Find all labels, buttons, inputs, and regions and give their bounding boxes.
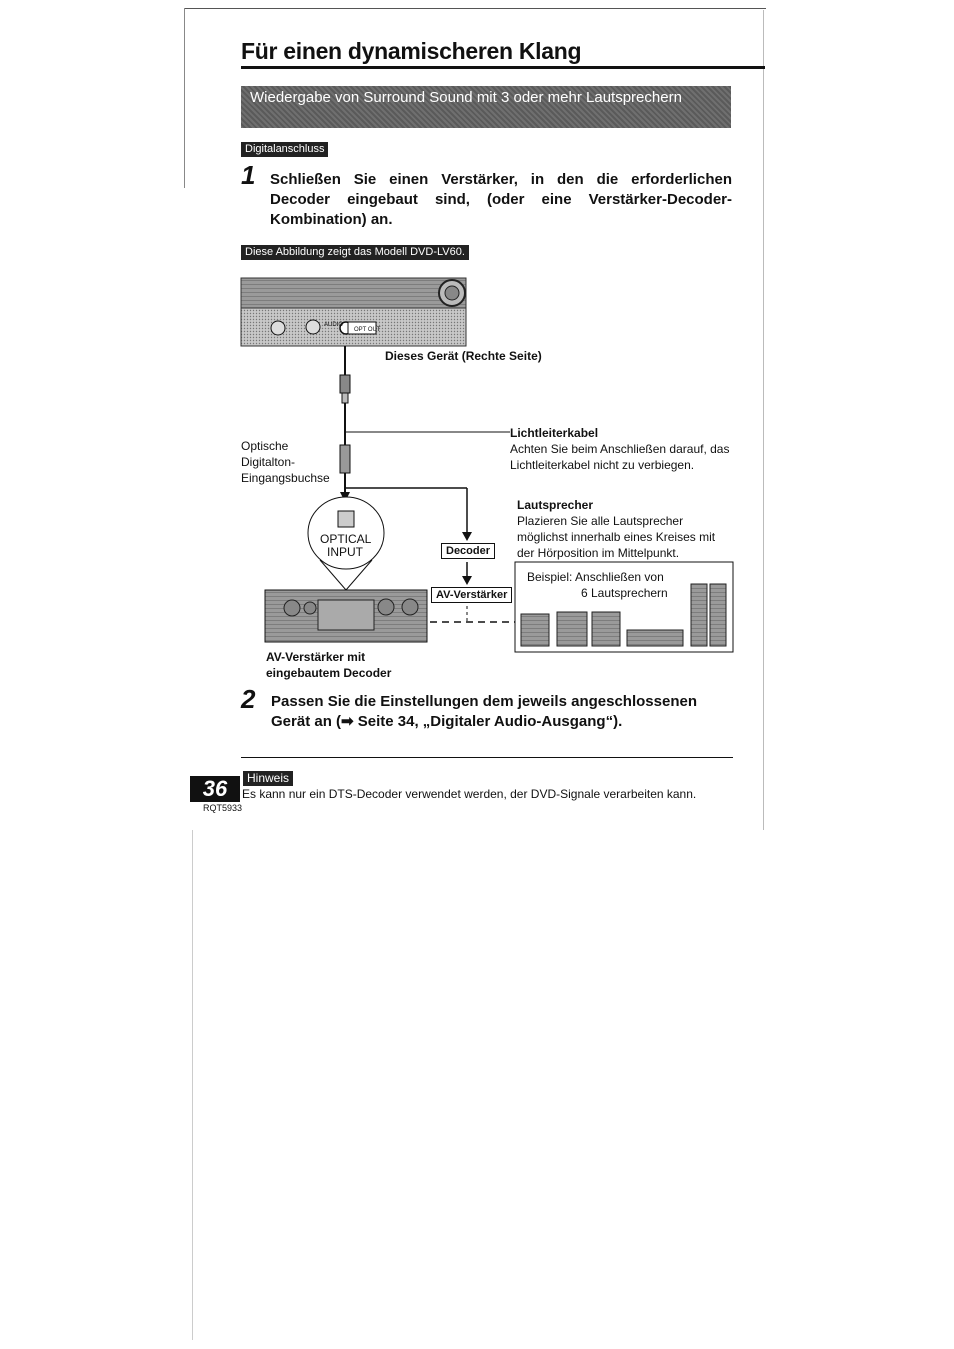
jack-label-audio: AUDIO <box>324 322 344 328</box>
page-number: 36 <box>190 776 240 802</box>
amplifier-label-line1: AV-Verstärker mit <box>266 650 366 664</box>
speaker-description: Plazieren Sie alle Lautsprecher möglichst innerhalb eines Kreises mit der Hörposition im Mittelpunkt. <box>517 514 716 560</box>
page-title: Für einen dynamischeren Klang <box>241 38 582 64</box>
note-text: Es kann nur ein DTS-Decoder verwendet werden, der DVD-Signale verarbeiten kann. <box>242 787 697 801</box>
optical-cable-illustration <box>340 346 350 502</box>
decoder-box: Decoder <box>441 543 495 559</box>
step-2-number: 2 <box>241 684 256 714</box>
margin-line <box>192 830 193 1340</box>
step-1-number: 1 <box>241 160 256 190</box>
step-1-text: Schließen Sie einen Verstärker, in den die erforderlichen Decoder eingebaut sind, (oder eine Verstärker-Decoder-Kombination) an. <box>270 171 732 228</box>
cable-description: Achten Sie beim Anschließen darauf, das Lichtleiterkabel nicht zu verbiegen. <box>510 442 730 472</box>
margin-line <box>184 8 185 188</box>
dvd-device-illustration <box>241 278 466 346</box>
av-amplifier-illustration <box>265 590 427 642</box>
margin-line <box>763 10 764 830</box>
optical-jack-label-line2: Digitalton- <box>241 455 296 469</box>
optical-jack-label-line1: Optische <box>241 439 289 453</box>
digital-connection-tag: Digitalanschluss <box>241 142 328 157</box>
note-tag: Hinweis <box>243 771 293 786</box>
device-label: Dieses Gerät (Rechte Seite) <box>385 349 542 363</box>
top-rule <box>184 8 766 9</box>
title-rule <box>241 66 765 69</box>
example-caption-line1: Beispiel: Anschließen von <box>527 570 664 584</box>
optical-jack-icon <box>338 511 354 527</box>
optical-jack-label-line3: Eingangsbuchse <box>241 471 330 485</box>
jack-label-optout: OPT OUT <box>354 327 381 333</box>
optical-input-label-line1: OPTICAL <box>320 532 372 546</box>
document-code: RQT5933 <box>203 803 243 813</box>
example-caption-line2: 6 Lautsprechern <box>581 586 668 600</box>
av-amplifier-box: AV-Verstärker <box>431 587 512 603</box>
section-banner: Wiedergabe von Surround Sound mit 3 oder mehr Lautsprechern <box>241 86 731 128</box>
cable-title: Lichtleiterkabel <box>510 426 599 440</box>
speaker-title: Lautsprecher <box>517 498 594 512</box>
figure-note-tag: Diese Abbildung zeigt das Modell DVD-LV60. <box>241 245 469 260</box>
optical-input-label-line2: INPUT <box>327 545 363 559</box>
amplifier-label-line2: eingebautem Decoder <box>266 666 392 680</box>
footer-rule <box>241 757 733 758</box>
step-2-text: Passen Sie die Einstellungen dem jeweils angeschlossenen Gerät an (➡ Seite 34, „Digitaler Audio-Ausgang“). <box>271 693 697 730</box>
